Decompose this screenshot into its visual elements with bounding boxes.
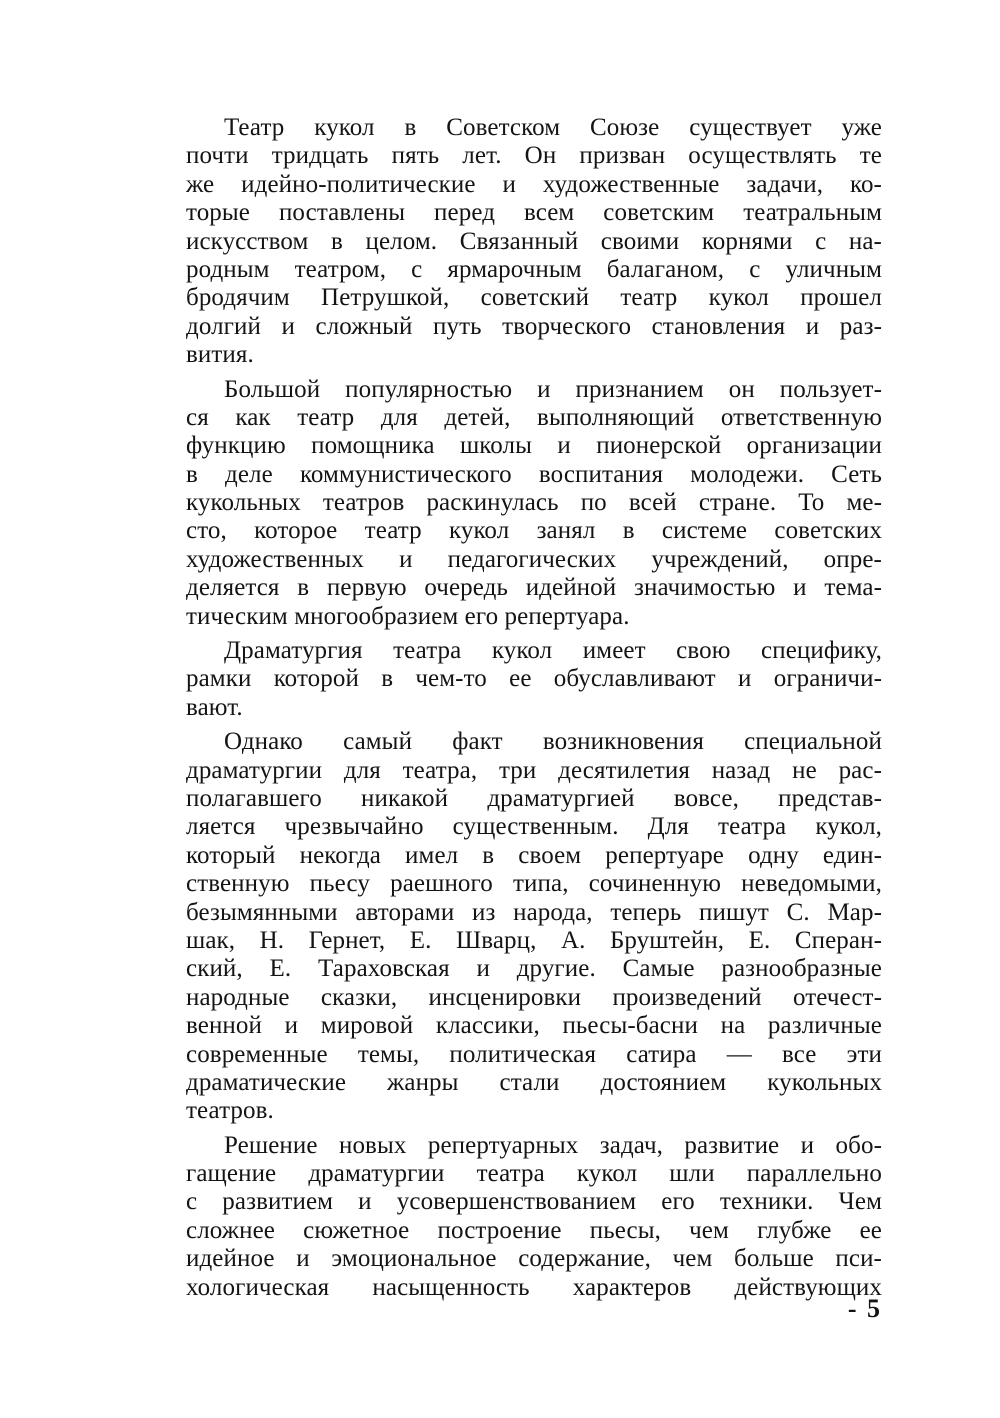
paragraph xyxy=(186,1132,882,1302)
text-line: Большой популярностью и признанием он пользует- xyxy=(224,375,882,403)
text-line: Драматургия театра кукол имеет свою специфику, xyxy=(224,637,882,665)
text-line: шак, Н. Гернет, Е. Шварц, А. Бруштейн, Е. Сперан- xyxy=(186,926,882,954)
text-line: который некогда имел в своем репертуаре одну един- xyxy=(186,841,882,869)
text-line: тическим многообразием его репертуара. xyxy=(186,602,630,630)
page-number: - 5 xyxy=(847,1294,882,1323)
text-line: драматические жанры стали достоянием кукольных xyxy=(186,1068,882,1096)
text-line: вития. xyxy=(186,341,254,369)
text-line: Однако самый факт возникновения специальной xyxy=(224,728,882,756)
text-line: рамки которой в чем-то ее обуславливают и ограничи- xyxy=(186,665,882,693)
text-line: почти тридцать пять лет. Он призван осуществлять те xyxy=(186,142,882,170)
text-line: долгий и сложный путь творческого становления и раз- xyxy=(186,312,882,340)
text-line: родным театром, с ярмарочным балаганом, с уличным xyxy=(186,255,882,283)
text-line: деляется в первую очередь идейной значимостью и тема- xyxy=(186,574,882,602)
text-line: вают. xyxy=(186,693,243,721)
text-line: функцию помощника школы и пионерской организации xyxy=(186,432,882,460)
text-line: драматургии для театра, три десятилетия назад не рас- xyxy=(186,756,882,784)
text-line: ский, Е. Тараховская и другие. Самые разнообразные xyxy=(186,955,882,983)
text-line: театров. xyxy=(186,1097,274,1125)
text-line: бродячим Петрушкой, советский театр кукол прошел xyxy=(186,284,882,312)
paragraph xyxy=(186,637,882,722)
text-line: торые поставлены перед всем советским театральным xyxy=(186,199,882,227)
text-line: художественных и педагогических учреждений, опре- xyxy=(186,545,882,573)
paragraph xyxy=(186,728,882,1125)
body-text xyxy=(186,114,882,1302)
text-line: идейное и эмоциональное содержание, чем больше пси- xyxy=(186,1245,882,1273)
text-line: полагавшего никакой драматургией вовсе, представ- xyxy=(186,784,882,812)
text-line: народные сказки, инсценировки произведений отечест- xyxy=(186,983,882,1011)
text-line: ся как театр для детей, выполняющий ответственную xyxy=(186,403,882,431)
text-line: в деле коммунистического воспитания молодежи. Сеть xyxy=(186,460,882,488)
paragraph xyxy=(186,376,882,632)
text-line: же идейно-политические и художественные задачи, ко- xyxy=(186,170,882,198)
text-line: современные темы, политическая сатира — все эти xyxy=(186,1040,882,1068)
text-line: венной и мировой классики, пьесы-басни на различные xyxy=(186,1012,882,1040)
text-line: Решение новых репертуарных задач, развитие и обо- xyxy=(224,1131,882,1159)
text-line: сложнее сюжетное построение пьесы, чем глубже ее xyxy=(186,1216,882,1244)
text-line: гащение драматургии театра кукол шли параллельно xyxy=(186,1160,882,1188)
text-line: хологическая насыщенность характеров действующих xyxy=(186,1273,882,1301)
text-line: ственную пьесу раешного типа, сочиненную неведомыми, xyxy=(186,870,882,898)
paragraph xyxy=(186,114,882,370)
text-line: безымянными авторами из народа, теперь пишут С. Мар- xyxy=(186,898,882,926)
text-line: с развитием и усовершенствованием его техники. Чем xyxy=(186,1188,882,1216)
text-line: ляется чрезвычайно существенным. Для театра кукол, xyxy=(186,813,882,841)
text-line: Театр кукол в Советском Союзе существует уже xyxy=(224,114,882,141)
text-line: кукольных театров раскинулась по всей стране. То ме- xyxy=(186,489,882,517)
text-line: сто, которое театр кукол занял в системе советских xyxy=(186,517,882,545)
text-line: искусством в целом. Связанный своими корнями с на- xyxy=(186,227,882,255)
